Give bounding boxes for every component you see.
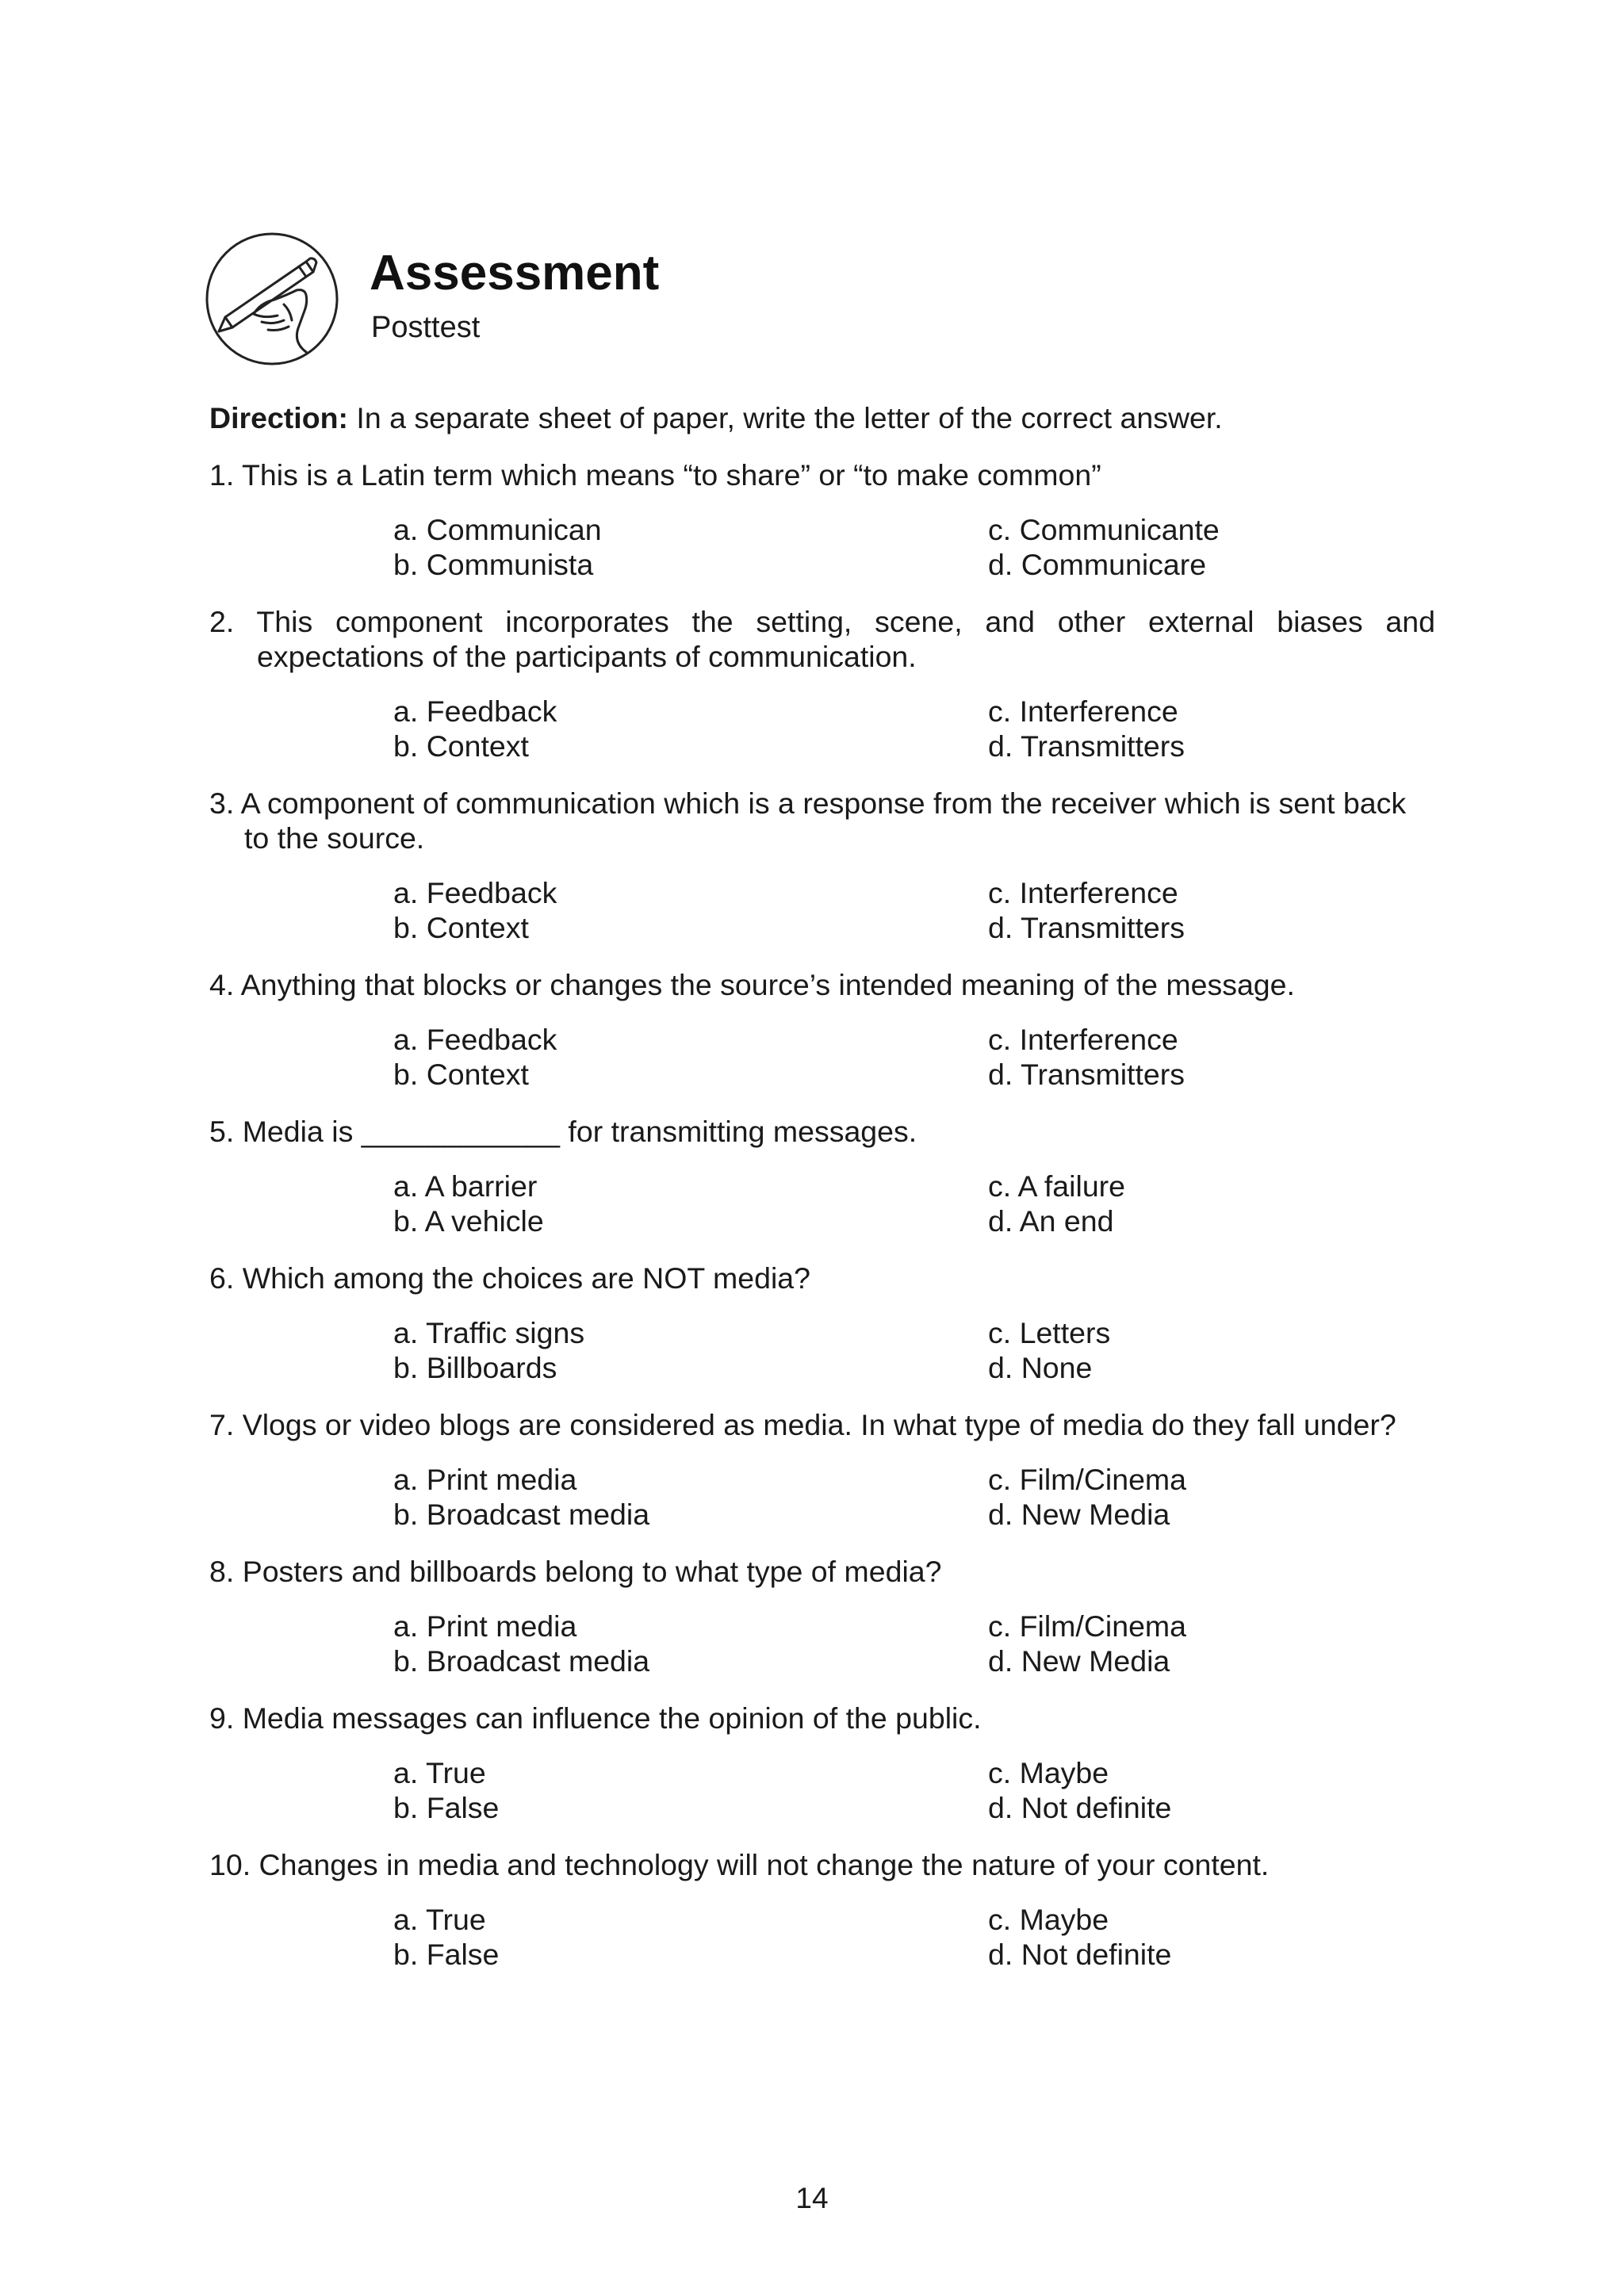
question-6: [209, 1261, 1435, 1385]
hand-writing-with-pencil-icon: [205, 232, 339, 366]
choice-b: b. Context: [393, 729, 529, 763]
question-4: [209, 967, 1435, 1092]
answer-choices: [393, 1315, 1435, 1385]
answer-choices: [393, 1169, 1435, 1238]
choice-c: c. Film/Cinema: [988, 1463, 1187, 1496]
choice-c: c. Film/Cinema: [988, 1609, 1187, 1643]
choice-b: b. Context: [393, 1058, 529, 1091]
choice-d: d. Communicare: [988, 548, 1207, 581]
question-text: 9. Media messages can influence the opinion of the public.: [209, 1701, 982, 1735]
choice-a: a. Traffic signs: [393, 1316, 585, 1349]
choice-b: b. Context: [393, 911, 529, 944]
choice-a: a. Feedback: [393, 1023, 557, 1056]
direction-body: In a separate sheet of paper, write the letter of the correct answer.: [348, 401, 1223, 434]
choice-c: c. Maybe: [988, 1903, 1109, 1936]
question-5: [209, 1114, 1435, 1238]
answer-choices: [393, 1462, 1435, 1532]
question-10: [209, 1847, 1435, 1972]
choice-c: c. Maybe: [988, 1756, 1109, 1789]
choice-d: d. None: [988, 1351, 1093, 1384]
choice-d: d. New Media: [988, 1498, 1170, 1531]
question-8: [209, 1554, 1435, 1678]
choice-c: c. Interference: [988, 695, 1178, 728]
choice-a: a. Print media: [393, 1609, 577, 1643]
answer-choices: [393, 1609, 1435, 1678]
question-text: 4. Anything that blocks or changes the source’s intended meaning of the message.: [209, 968, 1295, 1001]
question-text: 7. Vlogs or video blogs are considered as media. In what type of media do they fall under?: [209, 1408, 1396, 1441]
choice-b: b. A vehicle: [393, 1204, 544, 1238]
question-text: 3. A component of communication which is a response from the receiver which is sent back to the source.: [209, 786, 1407, 855]
direction-text: [209, 400, 1435, 435]
choice-d: d. Not definite: [988, 1791, 1172, 1824]
choice-a: a. Feedback: [393, 695, 557, 728]
choice-b: b. False: [393, 1791, 500, 1824]
choice-a: a. Feedback: [393, 876, 557, 909]
question-text: 6. Which among the choices are NOT media?: [209, 1261, 811, 1295]
choice-b: b. Communista: [393, 548, 594, 581]
choice-b: b. False: [393, 1938, 500, 1971]
answer-choices: [393, 1902, 1435, 1972]
question-text: 2. This component incorporates the setting, scene, and other external biases and expectations of the participants of communication.: [209, 605, 1435, 673]
choice-c: c. Communicante: [988, 513, 1220, 546]
choice-d: d. Not definite: [988, 1938, 1172, 1971]
choice-a: a. A barrier: [393, 1169, 538, 1203]
question-1: [209, 457, 1435, 582]
assessment-content: [209, 400, 1435, 1994]
question-9: [209, 1701, 1435, 1825]
choice-c: c. A failure: [988, 1169, 1126, 1203]
choice-d: d. An end: [988, 1204, 1114, 1238]
question-3: [209, 786, 1435, 945]
answer-choices: [393, 512, 1435, 582]
page-title: Assessment: [370, 246, 660, 300]
choice-a: a. Communican: [393, 513, 602, 546]
choice-d: d. Transmitters: [988, 1058, 1185, 1091]
page-subtitle: Posttest: [371, 311, 481, 344]
choice-c: c. Letters: [988, 1316, 1111, 1349]
choice-a: a. True: [393, 1756, 486, 1789]
choice-a: a. Print media: [393, 1463, 577, 1496]
choice-d: d. New Media: [988, 1644, 1170, 1678]
direction-label: Direction:: [209, 401, 349, 434]
choice-c: c. Interference: [988, 876, 1178, 909]
choice-d: d. Transmitters: [988, 911, 1185, 944]
choice-c: c. Interference: [988, 1023, 1178, 1056]
answer-choices: [393, 875, 1435, 945]
page-number: 14: [795, 2182, 829, 2214]
question-text: 1. This is a Latin term which means “to share” or “to make common”: [209, 458, 1101, 492]
choice-d: d. Transmitters: [988, 729, 1185, 763]
choice-a: a. True: [393, 1903, 486, 1936]
question-text: 8. Posters and billboards belong to what type of media?: [209, 1555, 942, 1588]
choice-b: b. Broadcast media: [393, 1644, 650, 1678]
question-text: 10. Changes in media and technology will not change the nature of your content.: [209, 1848, 1270, 1881]
question-2: [209, 604, 1435, 763]
answer-choices: [393, 694, 1435, 763]
answer-choices: [393, 1755, 1435, 1825]
question-7: [209, 1407, 1435, 1532]
question-text: 5. Media is ____________ for transmitting messages.: [209, 1115, 917, 1148]
answer-choices: [393, 1022, 1435, 1092]
choice-b: b. Broadcast media: [393, 1498, 650, 1531]
choice-b: b. Billboards: [393, 1351, 557, 1384]
